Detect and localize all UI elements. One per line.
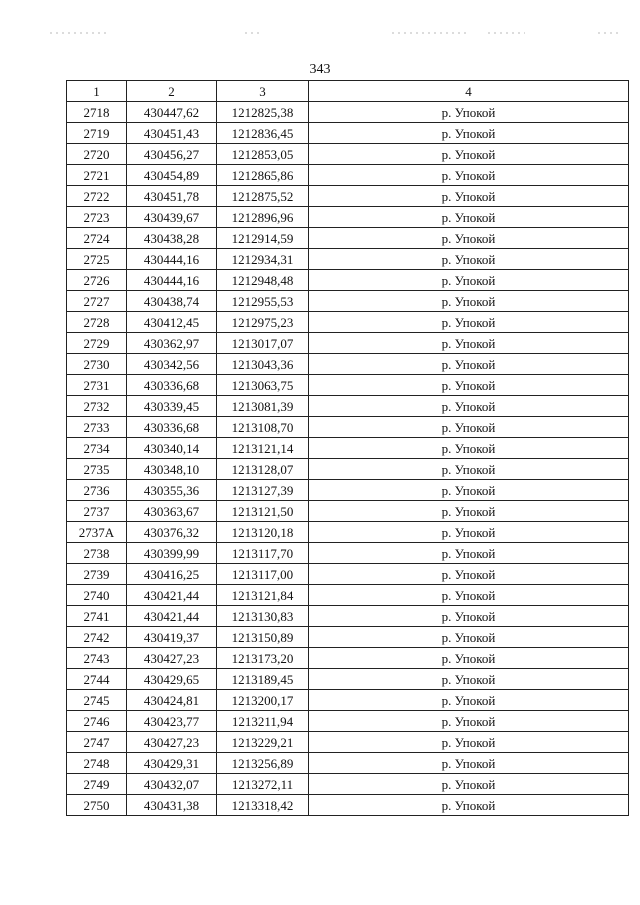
y-coordinate-cell: 1213200,17 xyxy=(217,690,309,711)
description-cell: р. Упокой xyxy=(309,333,629,354)
y-coordinate-cell: 1213121,14 xyxy=(217,438,309,459)
point-number-cell: 2730 xyxy=(67,354,127,375)
x-coordinate-cell: 430336,68 xyxy=(127,417,217,438)
x-coordinate-cell: 430412,45 xyxy=(127,312,217,333)
description-cell: р. Упокой xyxy=(309,102,629,123)
point-number-cell: 2718 xyxy=(67,102,127,123)
x-coordinate-cell: 430421,44 xyxy=(127,606,217,627)
y-coordinate-cell: 1213121,50 xyxy=(217,501,309,522)
point-number-cell: 2750 xyxy=(67,795,127,816)
y-coordinate-cell: 1212896,96 xyxy=(217,207,309,228)
table-row xyxy=(67,501,629,522)
column-header-4: 4 xyxy=(309,81,629,102)
y-coordinate-cell: 1213150,89 xyxy=(217,627,309,648)
y-coordinate-cell: 1213130,83 xyxy=(217,606,309,627)
y-coordinate-cell: 1212836,45 xyxy=(217,123,309,144)
point-number-cell: 2727 xyxy=(67,291,127,312)
x-coordinate-cell: 430427,23 xyxy=(127,732,217,753)
y-coordinate-cell: 1213229,21 xyxy=(217,732,309,753)
table-row xyxy=(67,438,629,459)
y-coordinate-cell: 1213117,00 xyxy=(217,564,309,585)
y-coordinate-cell: 1213173,20 xyxy=(217,648,309,669)
description-cell: р. Упокой xyxy=(309,396,629,417)
x-coordinate-cell: 430336,68 xyxy=(127,375,217,396)
table-row xyxy=(67,480,629,501)
point-number-cell: 2728 xyxy=(67,312,127,333)
description-cell: р. Упокой xyxy=(309,228,629,249)
point-number-cell: 2749 xyxy=(67,774,127,795)
table-row xyxy=(67,669,629,690)
point-number-cell: 2743 xyxy=(67,648,127,669)
point-number-cell: 2732 xyxy=(67,396,127,417)
description-cell: р. Упокой xyxy=(309,753,629,774)
x-coordinate-cell: 430447,62 xyxy=(127,102,217,123)
y-coordinate-cell: 1212865,86 xyxy=(217,165,309,186)
table-row xyxy=(67,753,629,774)
description-cell: р. Упокой xyxy=(309,669,629,690)
page-number: 343 xyxy=(309,62,331,77)
description-cell: р. Упокой xyxy=(309,522,629,543)
description-cell: р. Упокой xyxy=(309,732,629,753)
x-coordinate-cell: 430399,99 xyxy=(127,543,217,564)
table-row xyxy=(67,606,629,627)
y-coordinate-cell: 1213127,39 xyxy=(217,480,309,501)
y-coordinate-cell: 1213318,42 xyxy=(217,795,309,816)
table-row xyxy=(67,690,629,711)
table-row xyxy=(67,459,629,480)
y-coordinate-cell: 1212825,38 xyxy=(217,102,309,123)
y-coordinate-cell: 1212914,59 xyxy=(217,228,309,249)
description-cell: р. Упокой xyxy=(309,144,629,165)
y-coordinate-cell: 1213117,70 xyxy=(217,543,309,564)
x-coordinate-cell: 430416,25 xyxy=(127,564,217,585)
table-row xyxy=(67,732,629,753)
table-row xyxy=(67,795,629,816)
x-coordinate-cell: 430444,16 xyxy=(127,249,217,270)
description-cell: р. Упокой xyxy=(309,354,629,375)
table-body xyxy=(67,102,629,816)
point-number-cell: 2741 xyxy=(67,606,127,627)
point-number-cell: 2725 xyxy=(67,249,127,270)
y-coordinate-cell: 1213063,75 xyxy=(217,375,309,396)
y-coordinate-cell: 1213081,39 xyxy=(217,396,309,417)
x-coordinate-cell: 430427,23 xyxy=(127,648,217,669)
description-cell: р. Упокой xyxy=(309,795,629,816)
description-cell: р. Упокой xyxy=(309,123,629,144)
description-cell: р. Упокой xyxy=(309,585,629,606)
x-coordinate-cell: 430419,37 xyxy=(127,627,217,648)
description-cell: р. Упокой xyxy=(309,375,629,396)
table-row xyxy=(67,564,629,585)
point-number-cell: 2746 xyxy=(67,711,127,732)
table-row xyxy=(67,396,629,417)
point-number-cell: 2729 xyxy=(67,333,127,354)
description-cell: р. Упокой xyxy=(309,627,629,648)
column-header-1: 1 xyxy=(67,81,127,102)
x-coordinate-cell: 430429,31 xyxy=(127,753,217,774)
x-coordinate-cell: 430376,32 xyxy=(127,522,217,543)
description-cell: р. Упокой xyxy=(309,480,629,501)
x-coordinate-cell: 430429,65 xyxy=(127,669,217,690)
description-cell: р. Упокой xyxy=(309,606,629,627)
y-coordinate-cell: 1212948,48 xyxy=(217,270,309,291)
y-coordinate-cell: 1213017,07 xyxy=(217,333,309,354)
table-row xyxy=(67,291,629,312)
x-coordinate-cell: 430355,36 xyxy=(127,480,217,501)
y-coordinate-cell: 1213043,36 xyxy=(217,354,309,375)
x-coordinate-cell: 430456,27 xyxy=(127,144,217,165)
column-header-3: 3 xyxy=(217,81,309,102)
point-number-cell: 2735 xyxy=(67,459,127,480)
description-cell: р. Упокой xyxy=(309,711,629,732)
point-number-cell: 2737А xyxy=(67,522,127,543)
y-coordinate-cell: 1213108,70 xyxy=(217,417,309,438)
description-cell: р. Упокой xyxy=(309,501,629,522)
table-row xyxy=(67,375,629,396)
x-coordinate-cell: 430444,16 xyxy=(127,270,217,291)
x-coordinate-cell: 430363,67 xyxy=(127,501,217,522)
y-coordinate-cell: 1213189,45 xyxy=(217,669,309,690)
y-coordinate-cell: 1212934,31 xyxy=(217,249,309,270)
table-row xyxy=(67,165,629,186)
table-row xyxy=(67,417,629,438)
description-cell: р. Упокой xyxy=(309,291,629,312)
table-row xyxy=(67,312,629,333)
table-row xyxy=(67,249,629,270)
x-coordinate-cell: 430438,28 xyxy=(127,228,217,249)
point-number-cell: 2739 xyxy=(67,564,127,585)
table-row xyxy=(67,207,629,228)
point-number-cell: 2719 xyxy=(67,123,127,144)
point-number-cell: 2726 xyxy=(67,270,127,291)
y-coordinate-cell: 1213272,11 xyxy=(217,774,309,795)
table-row xyxy=(67,711,629,732)
description-cell: р. Упокой xyxy=(309,417,629,438)
point-number-cell: 2744 xyxy=(67,669,127,690)
description-cell: р. Упокой xyxy=(309,564,629,585)
point-number-cell: 2720 xyxy=(67,144,127,165)
x-coordinate-cell: 430342,56 xyxy=(127,354,217,375)
table-row xyxy=(67,144,629,165)
x-coordinate-cell: 430454,89 xyxy=(127,165,217,186)
table-row xyxy=(67,585,629,606)
description-cell: р. Упокой xyxy=(309,690,629,711)
x-coordinate-cell: 430340,14 xyxy=(127,438,217,459)
point-number-cell: 2722 xyxy=(67,186,127,207)
y-coordinate-cell: 1212955,53 xyxy=(217,291,309,312)
point-number-cell: 2742 xyxy=(67,627,127,648)
description-cell: р. Упокой xyxy=(309,165,629,186)
point-number-cell: 2734 xyxy=(67,438,127,459)
y-coordinate-cell: 1212875,52 xyxy=(217,186,309,207)
y-coordinate-cell: 1213211,94 xyxy=(217,711,309,732)
description-cell: р. Упокой xyxy=(309,186,629,207)
table-row xyxy=(67,270,629,291)
x-coordinate-cell: 430424,81 xyxy=(127,690,217,711)
x-coordinate-cell: 430451,78 xyxy=(127,186,217,207)
description-cell: р. Упокой xyxy=(309,270,629,291)
description-cell: р. Упокой xyxy=(309,543,629,564)
description-cell: р. Упокой xyxy=(309,438,629,459)
x-coordinate-cell: 430451,43 xyxy=(127,123,217,144)
y-coordinate-cell: 1213256,89 xyxy=(217,753,309,774)
point-number-cell: 2748 xyxy=(67,753,127,774)
description-cell: р. Упокой xyxy=(309,774,629,795)
x-coordinate-cell: 430348,10 xyxy=(127,459,217,480)
table-row xyxy=(67,228,629,249)
table-row xyxy=(67,543,629,564)
table-row xyxy=(67,102,629,123)
point-number-cell: 2724 xyxy=(67,228,127,249)
y-coordinate-cell: 1213121,84 xyxy=(217,585,309,606)
column-header-2: 2 xyxy=(127,81,217,102)
table-row xyxy=(67,774,629,795)
point-number-cell: 2723 xyxy=(67,207,127,228)
description-cell: р. Упокой xyxy=(309,312,629,333)
table-header-row xyxy=(67,81,629,102)
table-row xyxy=(67,648,629,669)
description-cell: р. Упокой xyxy=(309,207,629,228)
table-row xyxy=(67,186,629,207)
coordinates-table xyxy=(66,80,629,816)
point-number-cell: 2745 xyxy=(67,690,127,711)
description-cell: р. Упокой xyxy=(309,648,629,669)
point-number-cell: 2740 xyxy=(67,585,127,606)
x-coordinate-cell: 430362,97 xyxy=(127,333,217,354)
point-number-cell: 2747 xyxy=(67,732,127,753)
table-row xyxy=(67,333,629,354)
scan-header-artifacts xyxy=(0,28,640,38)
y-coordinate-cell: 1213120,18 xyxy=(217,522,309,543)
x-coordinate-cell: 430432,07 xyxy=(127,774,217,795)
table-row xyxy=(67,123,629,144)
table-row xyxy=(67,522,629,543)
x-coordinate-cell: 430339,45 xyxy=(127,396,217,417)
table-row xyxy=(67,354,629,375)
y-coordinate-cell: 1213128,07 xyxy=(217,459,309,480)
x-coordinate-cell: 430423,77 xyxy=(127,711,217,732)
description-cell: р. Упокой xyxy=(309,249,629,270)
x-coordinate-cell: 430439,67 xyxy=(127,207,217,228)
point-number-cell: 2738 xyxy=(67,543,127,564)
table-row xyxy=(67,627,629,648)
y-coordinate-cell: 1212975,23 xyxy=(217,312,309,333)
y-coordinate-cell: 1212853,05 xyxy=(217,144,309,165)
x-coordinate-cell: 430421,44 xyxy=(127,585,217,606)
point-number-cell: 2737 xyxy=(67,501,127,522)
point-number-cell: 2731 xyxy=(67,375,127,396)
point-number-cell: 2733 xyxy=(67,417,127,438)
point-number-cell: 2736 xyxy=(67,480,127,501)
x-coordinate-cell: 430438,74 xyxy=(127,291,217,312)
point-number-cell: 2721 xyxy=(67,165,127,186)
description-cell: р. Упокой xyxy=(309,459,629,480)
x-coordinate-cell: 430431,38 xyxy=(127,795,217,816)
